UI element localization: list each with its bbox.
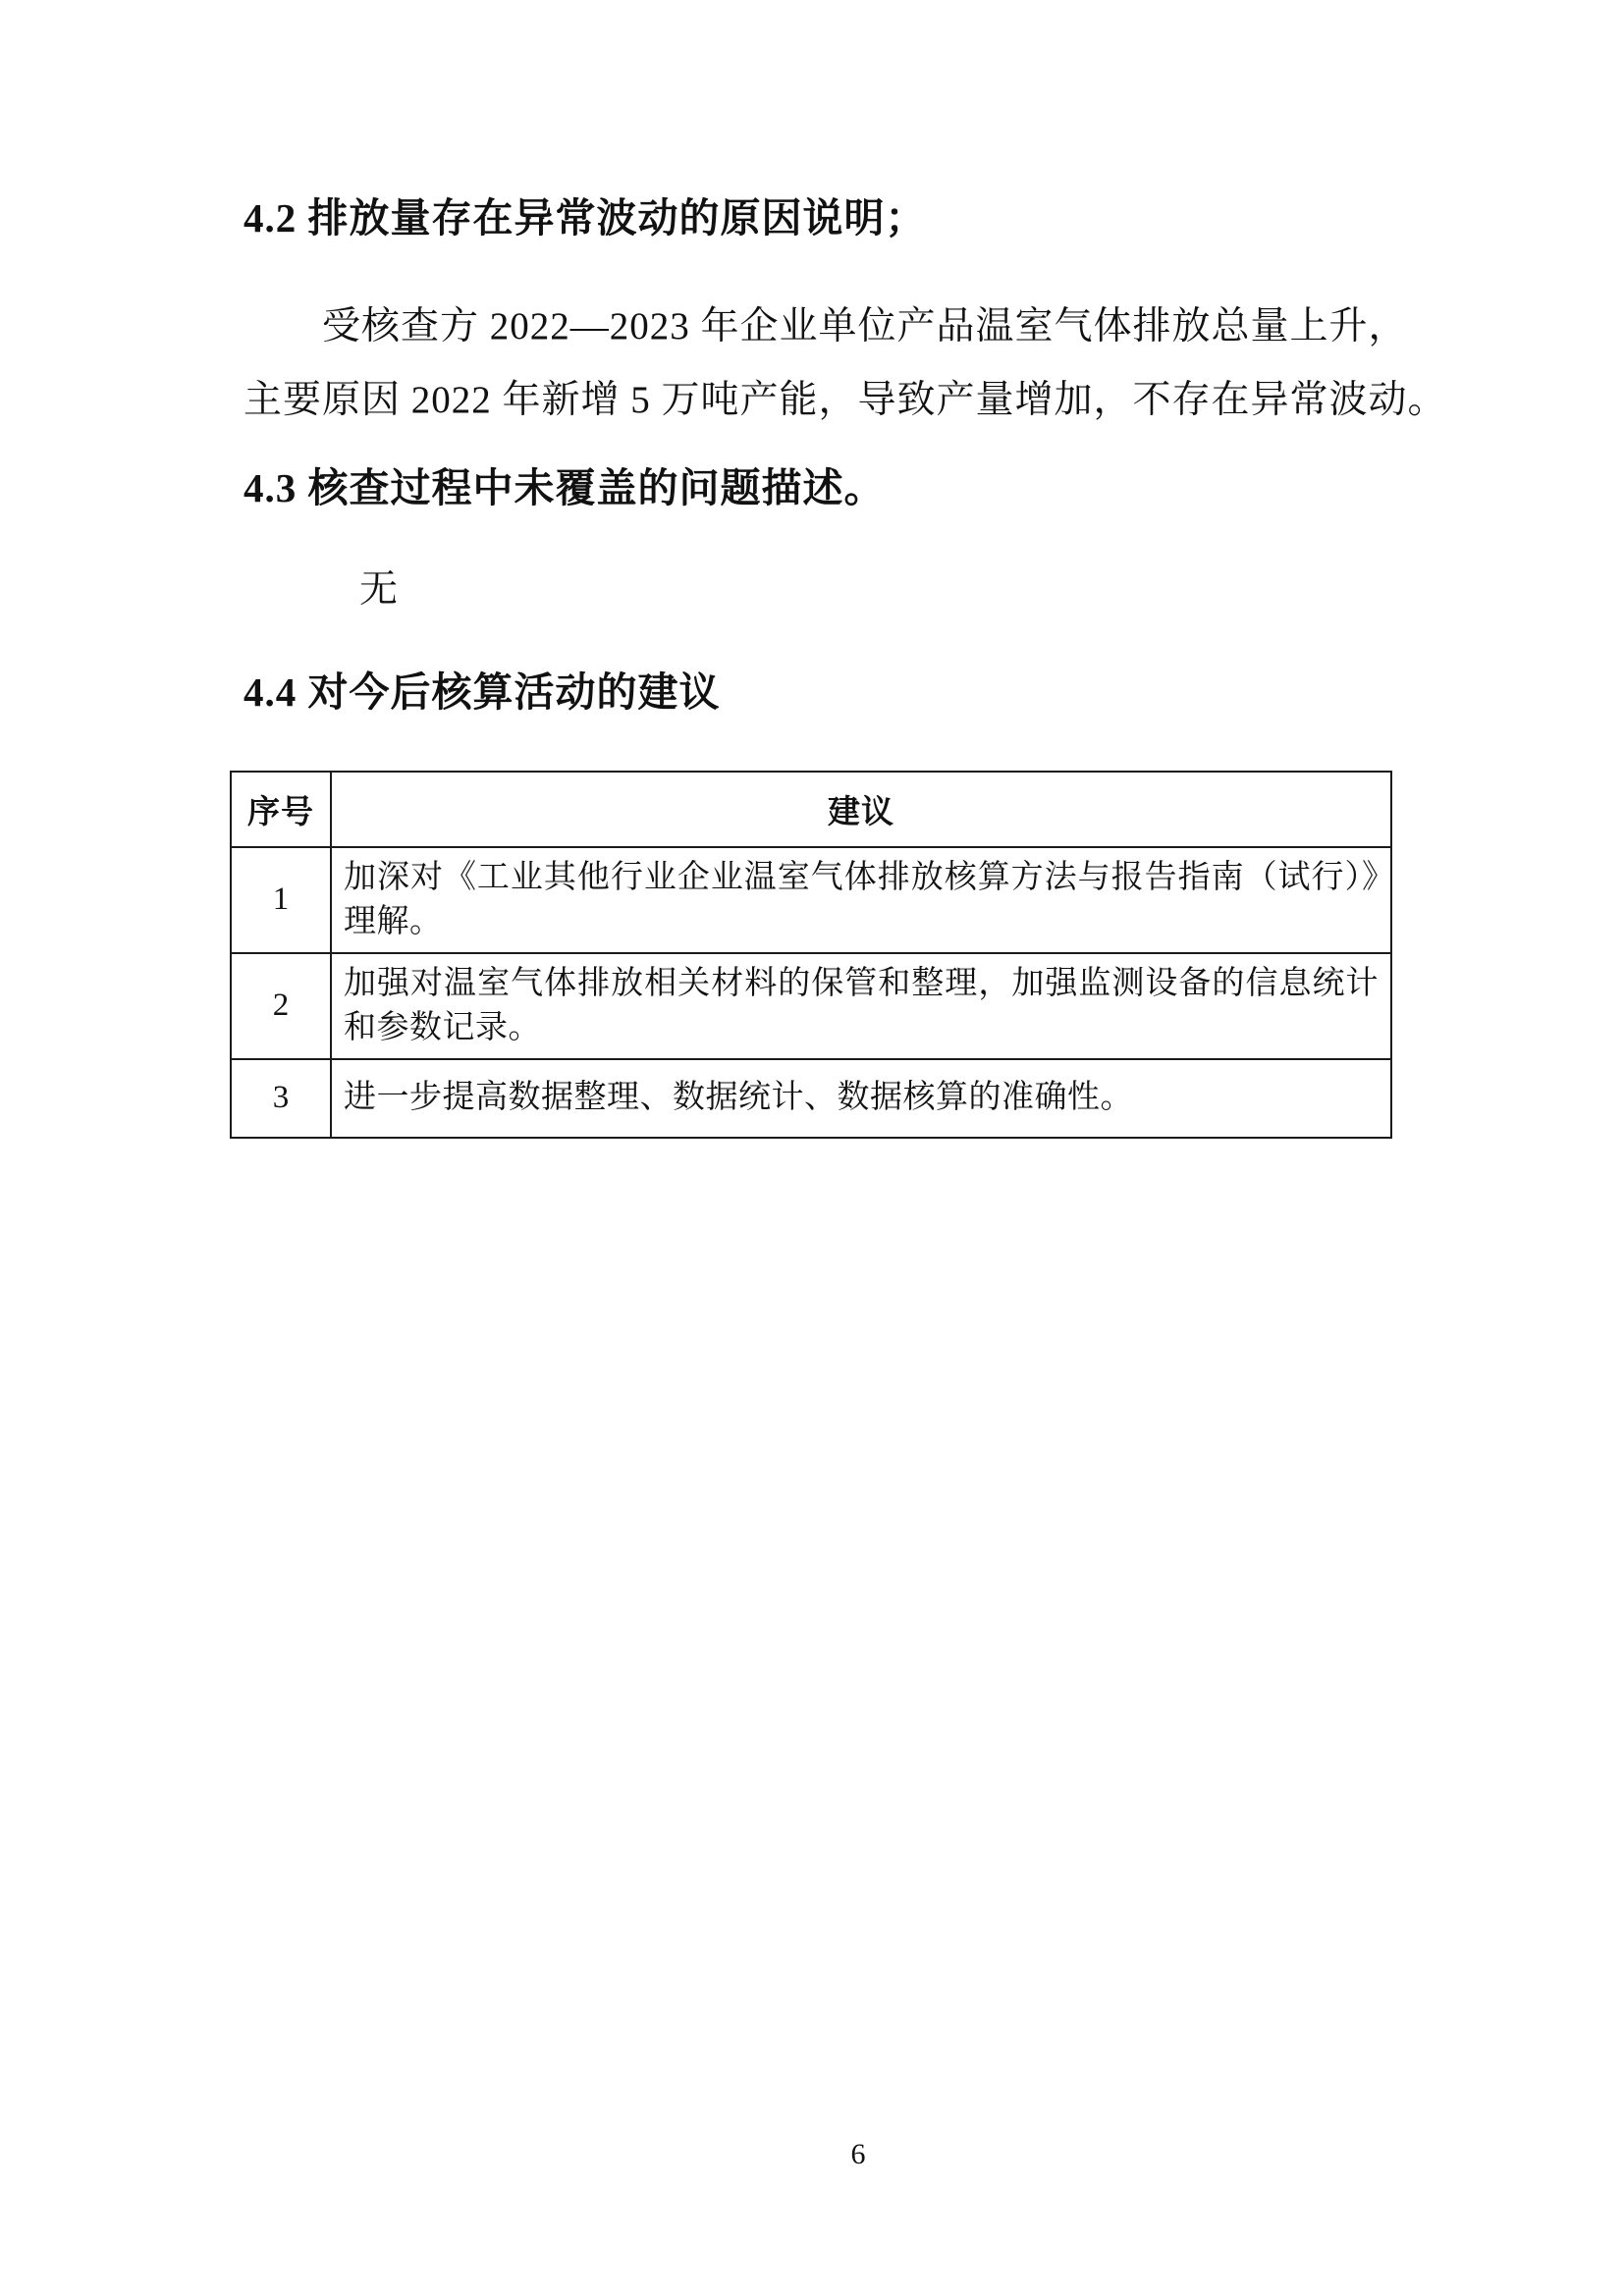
section-heading-4-2: 4.2 排放量存在异常波动的原因说明； xyxy=(244,195,927,240)
table-row xyxy=(231,847,1391,953)
column-header-number: 序号 xyxy=(231,772,331,847)
suggestion-cell: 进一步提高数据整理、数据统计、数据核算的准确性。 xyxy=(331,1059,1391,1138)
paragraph-line: 主要原因 2022 年新增 5 万吨产能，导致产量增加，不存在异常波动。 xyxy=(244,379,1447,422)
column-header-suggestion: 建议 xyxy=(331,772,1391,847)
suggestion-cell: 加强对温室气体排放相关材料的保管和整理，加强监测设备的信息统计和参数记录。 xyxy=(331,953,1391,1059)
table-row xyxy=(231,953,1391,1059)
suggestion-cell: 加深对《工业其他行业企业温室气体排放核算方法与报告指南（试行）》理解。 xyxy=(331,847,1391,953)
suggestions-table xyxy=(230,771,1392,1139)
table-header-row xyxy=(231,772,1391,847)
page-number: 6 xyxy=(850,2138,866,2170)
section-4-2-paragraph xyxy=(244,290,1447,437)
page-content xyxy=(0,0,1624,1139)
section-heading-4-3: 4.3 核查过程中未覆盖的问题描述。 xyxy=(244,465,886,511)
paragraph-line: 受核查方 2022—2023 年企业单位产品温室气体排放总量上升， xyxy=(322,305,1408,348)
section-4-3-paragraph: 无 xyxy=(359,568,399,612)
section-heading-4-4: 4.4 对今后核算活动的建议 xyxy=(244,669,721,716)
row-number-cell: 2 xyxy=(231,953,331,1059)
table-row xyxy=(231,1059,1391,1138)
row-number-cell: 3 xyxy=(231,1059,331,1138)
row-number-cell: 1 xyxy=(231,847,331,953)
